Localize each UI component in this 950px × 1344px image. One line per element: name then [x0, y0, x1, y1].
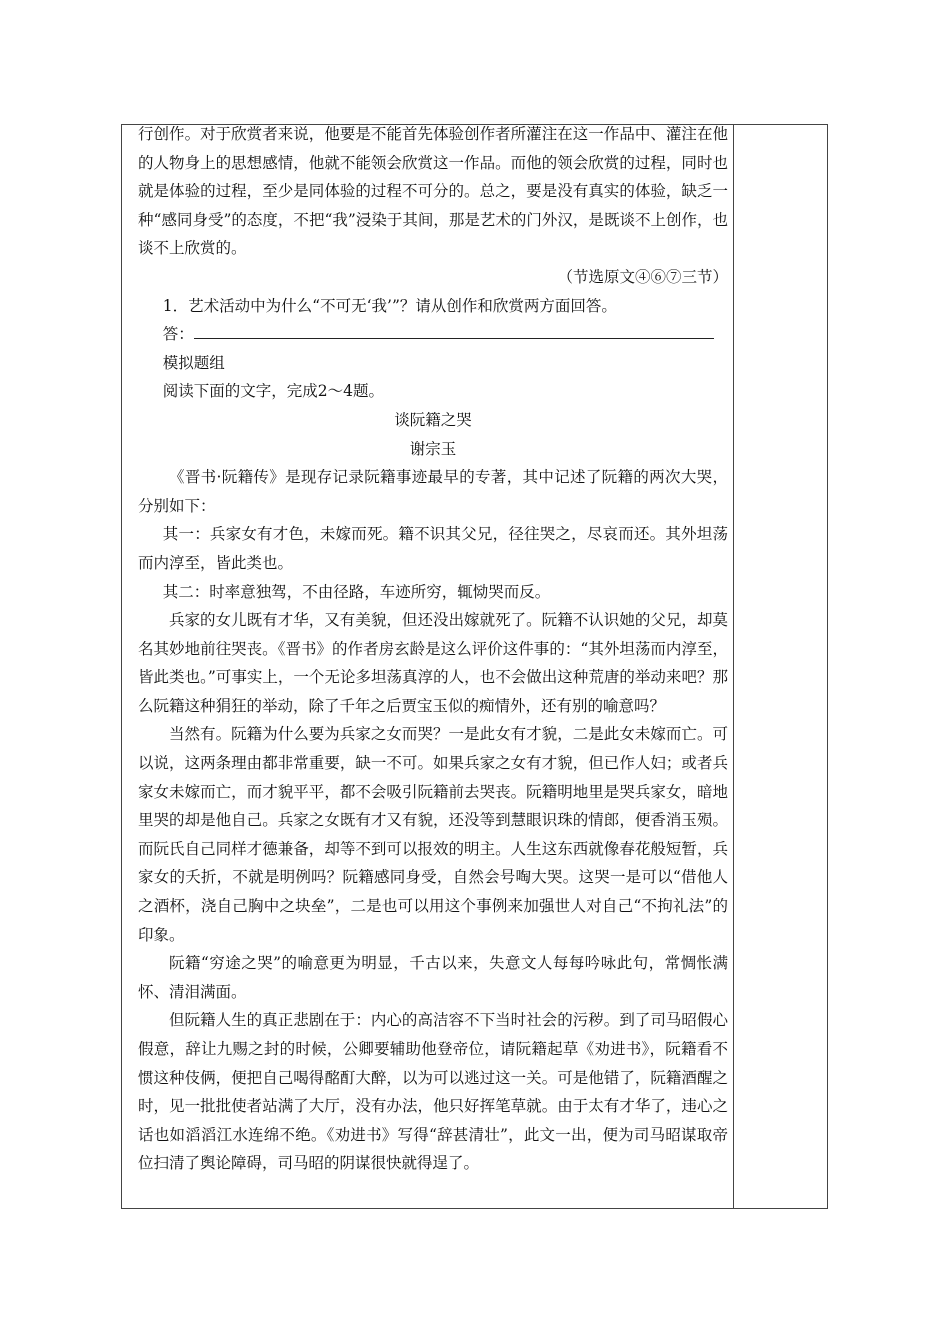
- answer-row: [138, 320, 728, 349]
- source-note: （节选原文④⑥⑦三节）: [557, 267, 728, 286]
- article-paragraph: 但阮籍人生的真正悲剧在于：内心的高洁容不下当时社会的污秽。到了司马昭假心假意，辞让九赐之封的时候，公卿要辅助他登帝位，请阮籍起草《劝进书》，阮籍看不惯这种伎俩，便把自己喝得酩酊大醉，以为可以逃过这一关。可是他错了，阮籍酒醒之时，见一批批使者站满了大厅，没有办法，他只好挥笔草就。由于太有才华了，违心之话也如滔滔江水连绵不绝。《劝进书》写得“辞甚清壮”，此文一出，便为司马昭谋取帝位扫清了舆论障碍，司马昭的阴谋很快就得逞了。: [138, 1011, 728, 1173]
- answer-line[interactable]: [194, 323, 714, 339]
- article-author: 谢宗玉: [409, 439, 457, 458]
- article-paragraph: 阮籍“穷途之哭”的喻意更为明显，千古以来，失意文人每每吟咏此句，常惆怅满怀、清泪满面。: [138, 954, 728, 1001]
- article-title: 谈阮籍之哭: [394, 410, 472, 429]
- section-label: 模拟题组: [162, 353, 225, 372]
- reading-instruction: 阅读下面的文字，完成2～4题。: [162, 382, 385, 401]
- table-column-divider: [733, 124, 734, 1209]
- answer-label: 答：: [162, 325, 194, 344]
- article-paragraph: 其一：兵家女有才色，未嫁而死。籍不识其父兄，径往哭之，尽哀而还。其外坦荡而内淳至，皆此类也。: [138, 525, 728, 572]
- article-paragraph: 兵家的女儿既有才华，又有美貌，但还没出嫁就死了。阮籍不认识她的父兄，却莫名其妙地前往哭丧。《晋书》的作者房玄龄是这么评价这件事的：“其外坦荡而内淳至，皆此类也。”可事实上，一个无论多坦荡真淳的人，也不会做出这种荒唐的举动来吧？那么阮籍这种狷狂的举动，除了千年之后贾宝玉似的痴情外，还有别的喻意吗？: [138, 611, 728, 715]
- document-content: [138, 120, 728, 1178]
- article-paragraph: 其二：时率意独驾，不由径路，车迹所穷，辄恸哭而反。: [162, 582, 551, 601]
- article-paragraph: 《晋书·阮籍传》是现存记录阮籍事迹最早的专著，其中记述了阮籍的两次大哭，分别如下：: [138, 468, 728, 515]
- article-paragraph: 当然有。阮籍为什么要为兵家之女而哭？一是此女有才貌，二是此女未嫁而亡。可以说，这两条理由都非常重要，缺一不可。如果兵家之女有才貌，但已作人妇；或者兵家女未嫁而亡，而才貌平平，都不会吸引阮籍前去哭丧。阮籍明地里是哭兵家女，暗地里哭的却是他自己。兵家之女既有才又有貌，还没等到慧眼识珠的情郎，便香消玉殒。而阮氏自己同样才德兼备，却等不到可以报效的明主。人生这东西就像春花般短暂，兵家女的夭折，不就是明例吗？阮籍感同身受，自然会号啕大哭。这哭一是可以“借他人之酒杯，浇自己胸中之块垒”，二是也可以用这个事例来加强世人对自己“不拘礼法”的印象。: [138, 725, 728, 944]
- question-1: 1．艺术活动中为什么“不可无‘我’”？请从创作和欣赏两方面回答。: [162, 296, 617, 315]
- previous-text-continuation: 行创作。对于欣赏者来说，他要是不能首先体验创作者所灌注在这一作品中、灌注在他的人物身上的思想感情，他就不能领会欣赏这一作品。而他的领会欣赏的过程，同时也就是体验的过程，至少是同体验的过程不可分的。总之，要是没有真实的体验，缺乏一种“感同身受”的态度，不把“我”浸染于其间，那是艺术的门外汉，是既谈不上创作，也谈不上欣赏的。 （节选原文④⑥⑦三节）: [138, 120, 728, 292]
